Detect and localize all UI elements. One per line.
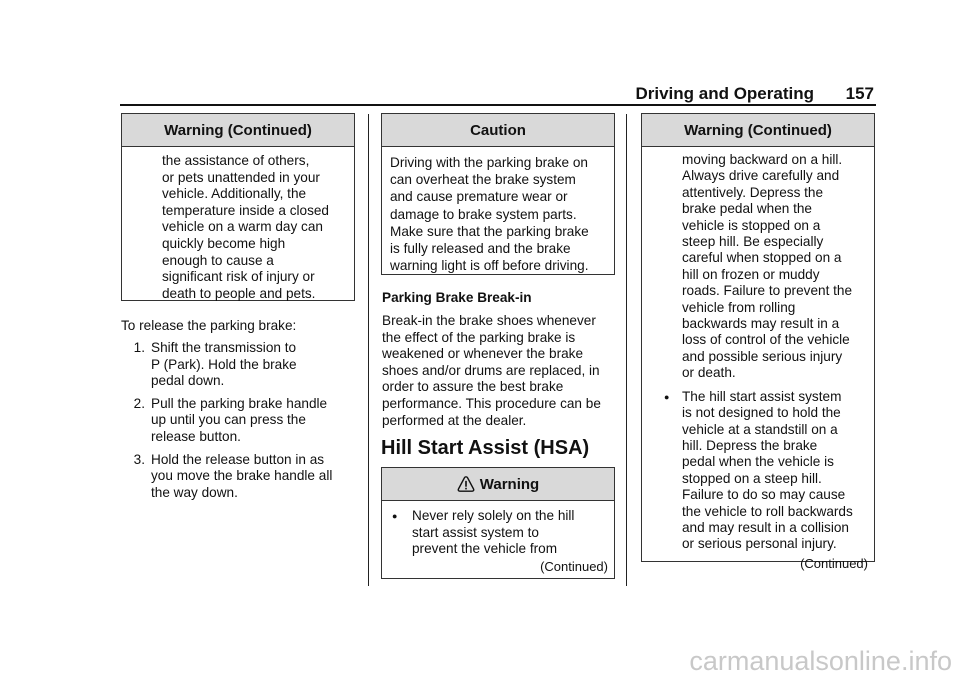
bullet-line: The hill start assist system (682, 388, 842, 404)
bullet-line: Failure to do so may cause (682, 487, 846, 503)
warning-line: vehicle. Additionally, the (162, 186, 307, 202)
hsa-warning-box-header (382, 468, 614, 501)
caution-box-title: Caution (382, 114, 614, 147)
warning-box-title: Warning (Continued) (642, 114, 874, 147)
step-line: P (Park). Hold the brake (151, 356, 297, 372)
hsa-warning-title: Warning (479, 475, 540, 493)
continued-label: (Continued) (540, 558, 608, 574)
warning-line: and possible serious injury (682, 348, 843, 364)
subheading-parking-brake-break-in: Parking Brake Break-in (382, 290, 532, 305)
bullet-line: vehicle at a standstill on a (682, 421, 838, 437)
warning-line: hill on frozen or muddy (682, 266, 820, 282)
caution-line: damage to brake system parts. (390, 206, 577, 222)
paragraph-line: performance. This procedure can be (382, 395, 601, 411)
warning-continued-box-col3 (641, 113, 875, 571)
bullet-line: prevent the vehicle from (412, 541, 558, 557)
step-line: release button. (151, 428, 241, 444)
step-line: you move the brake handle all (151, 468, 333, 484)
continued-label: (Continued) (800, 555, 868, 571)
step-number: 1. (133, 340, 145, 355)
warning-line: temperature inside a closed (162, 202, 329, 218)
step-line: Pull the parking brake handle (151, 395, 328, 411)
caution-line: and cause premature wear or (390, 189, 568, 205)
bullet-line: stopped on a steep hill. (682, 470, 822, 486)
column-divider-right (626, 114, 627, 586)
hsa-warning-box (381, 467, 615, 579)
column-divider-left (368, 114, 369, 586)
step-line: pedal down. (151, 373, 225, 389)
step-line: up until you can press the (151, 412, 306, 428)
break-in-paragraph (382, 313, 618, 429)
warning-line: death to people and pets. (162, 285, 316, 301)
warning-line: loss of control of the vehicle (682, 332, 850, 348)
step-line: Shift the transmission to (151, 340, 297, 355)
warning-line: careful when stopped on a (682, 250, 842, 266)
warning-line: steep hill. Be especially (682, 234, 824, 250)
warning-box-title: Warning (Continued) (122, 114, 354, 147)
paragraph-line: Break-in the brake shoes whenever (382, 313, 596, 328)
warning-box-body (642, 147, 874, 572)
warning-line: brake pedal when the (682, 201, 812, 217)
step-number: 3. (133, 451, 145, 467)
bullet-line: hill. Depress the brake (682, 437, 818, 453)
paragraph-line: order to assure the best brake (382, 379, 564, 395)
bullet-line: or serious personal injury. (682, 536, 837, 552)
section-header-title: Driving and Operating (635, 84, 814, 103)
list-item (121, 452, 361, 502)
list-item (121, 340, 361, 390)
warning-line: significant risk of injury or (162, 269, 315, 285)
list-item (650, 389, 868, 553)
paragraph-line: the effect of the parking brake is (382, 329, 576, 345)
warning-line: enough to cause a (162, 252, 274, 268)
paragraph-line: shoes and/or drums are replaced, in (382, 362, 600, 378)
bullet-dot-icon: ● (392, 511, 398, 521)
caution-line: is fully released and the brake (390, 241, 571, 257)
release-intro: To release the parking brake: (121, 318, 297, 333)
list-item (121, 396, 361, 446)
warning-line: quickly become high (162, 235, 286, 251)
step-number: 2. (133, 395, 145, 411)
caution-box-body (382, 147, 614, 274)
list-item (390, 508, 608, 558)
warning-line: the assistance of others, (162, 153, 310, 168)
continued-text-block (650, 152, 868, 382)
release-steps-list (121, 340, 361, 507)
bullet-line: is not designed to hold the (682, 405, 841, 421)
hsa-warning-body (382, 501, 614, 575)
header-rule (120, 104, 876, 106)
caution-line: can overheat the brake system (390, 172, 576, 188)
paragraph-line: performed at the dealer. (382, 412, 527, 428)
warning-line: vehicle is stopped on a (682, 217, 821, 233)
warning-line: roads. Failure to prevent the (682, 283, 853, 299)
page-number: 157 (845, 84, 874, 103)
section-title-hill-start-assist: Hill Start Assist (HSA) (381, 437, 590, 459)
warning-line: or pets unattended in your (162, 169, 320, 185)
warning-box-body (122, 147, 354, 302)
caution-line: Make sure that the parking brake (390, 223, 589, 239)
bullet-line: the vehicle to roll backwards (682, 503, 853, 519)
warning-continued-box-col1 (121, 113, 355, 301)
warning-line: or death. (682, 365, 736, 381)
watermark: carmanualsonline.info (689, 646, 952, 676)
step-line: Hold the release button in as (151, 451, 325, 467)
bullet-line: Never rely solely on the hill (412, 508, 575, 523)
warning-line: moving backward on a hill. (682, 152, 843, 167)
warning-line: vehicle from rolling (682, 299, 796, 315)
warning-line: Always drive carefully and (682, 168, 840, 184)
bullet-line: start assist system to (412, 524, 539, 540)
paragraph-line: weakened or whenever the brake (382, 346, 584, 362)
warning-line: attentively. Depress the (682, 184, 824, 200)
caution-line: warning light is off before driving. (390, 258, 589, 274)
caution-line: Driving with the parking brake on (390, 155, 588, 170)
warning-triangle-icon (457, 475, 475, 493)
bullet-line: pedal when the vehicle is (682, 454, 834, 470)
step-line: the way down. (151, 484, 238, 500)
bullet-line: and may result in a collision (682, 519, 849, 535)
warning-line: vehicle on a warm day can (162, 219, 323, 235)
bullet-dot-icon: ● (664, 391, 670, 402)
caution-box (381, 113, 615, 275)
warning-line: backwards may result in a (682, 316, 840, 332)
